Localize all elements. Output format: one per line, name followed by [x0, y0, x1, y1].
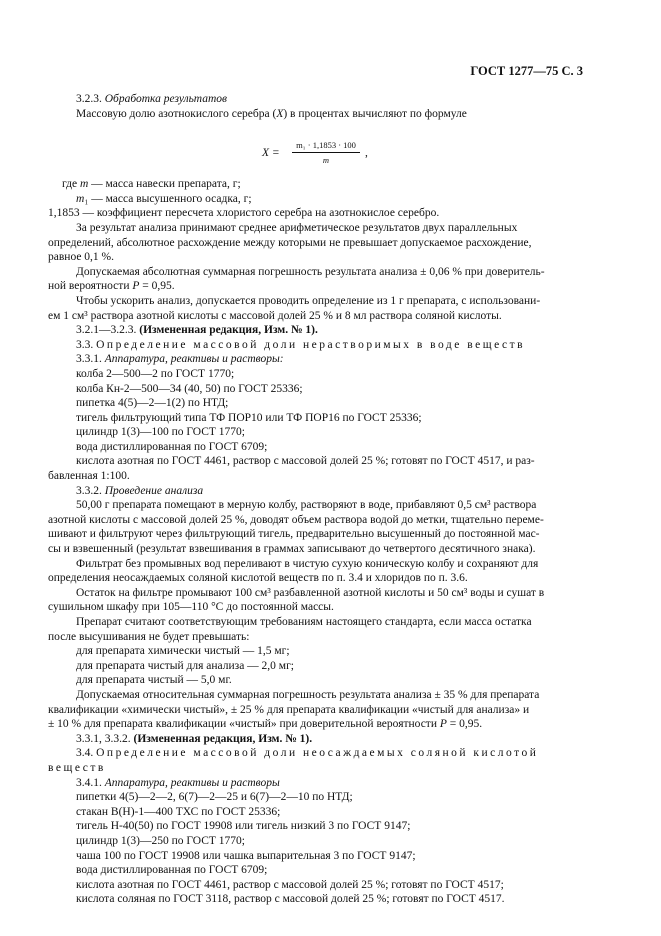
- text-segment: = 0,95.: [446, 718, 483, 731]
- text-segment: сушильном шкафу при 105—110 °С до постоянной массы.: [48, 601, 334, 614]
- text-line: [48, 878, 598, 893]
- text-line: [48, 600, 598, 615]
- text-line: [48, 469, 598, 484]
- formula-denominator: m: [322, 155, 330, 165]
- text-line: [48, 425, 598, 440]
- text-segment: бавленная 1:100.: [48, 470, 130, 483]
- page-header: ГОСТ 1277—75 С. 3: [470, 64, 583, 78]
- text-line: [48, 177, 598, 192]
- text-line: [48, 484, 598, 499]
- formula-numerator: m₁ · 1,1853 · 100: [292, 140, 360, 153]
- text-line: [48, 107, 598, 122]
- text-line: [48, 440, 598, 455]
- text-segment: для препарата химически чистый — 1,5 мг;: [76, 645, 290, 658]
- text-line: [48, 761, 598, 776]
- text-segment: P: [439, 718, 447, 731]
- text-segment: после высушивания не будет превышать:: [48, 630, 250, 643]
- text-segment: сы и взвешенный (результат взвешивания в граммах записывают до четвертого десятичного знака).: [48, 543, 536, 556]
- text-segment: для препарата чистый — 5,0 мг.: [76, 674, 232, 687]
- text-segment: вода дистиллированная по ГОСТ 6709;: [76, 864, 268, 877]
- text-line: [48, 92, 598, 107]
- text-line: [48, 221, 598, 236]
- text-line: [48, 659, 598, 674]
- text-line: [48, 250, 598, 265]
- text-line: [48, 279, 598, 294]
- text-segment: для препарата чистый для анализа — 2,0 мг;: [76, 659, 294, 672]
- text-segment: Обработка результатов: [104, 93, 227, 105]
- text-segment: (Измененная редакция, Изм. № 1).: [139, 324, 318, 337]
- text-segment: веществ: [48, 761, 106, 774]
- text-line: [48, 849, 598, 864]
- text-segment: Определение массовой доли неосаждаемых соляной кислотой: [96, 747, 539, 760]
- text-segment: 3.3.1.: [76, 353, 105, 366]
- text-segment: Допускаемая относительная суммарная погрешность результата анализа ± 35 % для препарата: [76, 688, 540, 701]
- text-line: [48, 323, 598, 338]
- text-segment: 1,1853 — коэффициент пересчета хлористого серебра на азотнокислое серебро.: [48, 207, 440, 220]
- text-segment: квалификации «химически чистый», ± 25 % для препарата квалификации «чистый для анализа» и: [48, 703, 530, 716]
- text-line: [48, 338, 598, 353]
- text-line: [48, 527, 598, 542]
- text-line: [48, 206, 598, 221]
- text-segment: Допускаемая абсолютная суммарная погрешность результата анализа ± 0,06 % при доверитель-: [76, 265, 545, 278]
- text-segment: (Измененная редакция, Изм. № 1).: [133, 732, 313, 745]
- text-line: [48, 557, 598, 572]
- text-segment: За результат анализа принимают среднее арифметическое результатов двух параллельных: [76, 221, 518, 234]
- text-line: [48, 294, 598, 309]
- text-line: [48, 454, 598, 469]
- text-line: [48, 717, 598, 732]
- text-line: [48, 790, 598, 805]
- text-line: [48, 732, 598, 747]
- text-segment: = 0,95.: [139, 280, 175, 293]
- text-segment: где: [62, 178, 80, 191]
- text-segment: P: [132, 280, 140, 293]
- text-line: [48, 703, 598, 718]
- text-segment: цилиндр 1(3)—100 по ГОСТ 1770;: [76, 426, 245, 439]
- text-line: [48, 309, 598, 324]
- text-line: [48, 819, 598, 834]
- text-segment: кислота соляная по ГОСТ 3118, раствор с массовой долей 25 %; готовят по ГОСТ 4517.: [76, 893, 505, 906]
- text-segment: стакан В(Н)-1—400 ТХС по ГОСТ 25336;: [76, 805, 281, 818]
- text-segment: Чтобы ускорить анализ, допускается проводить определение из 1 г препарата, с использовани-: [76, 294, 541, 307]
- text-segment: ем 1 см³ раствора азотной кислоты с массовой долей 25 % и 8 мл раствора соляной кислоты.: [48, 309, 502, 322]
- text-line: [48, 776, 598, 791]
- text-segment: 3.4.1.: [76, 776, 105, 789]
- text-segment: кислота азотная по ГОСТ 4461, раствор с массовой долей 25 %; готовят по ГОСТ 4517, и раз-: [76, 455, 535, 468]
- text-segment: азотной кислоты с массовой долей 25 %, доводят объем раствора водой до метки, тщательно переме-: [48, 513, 544, 526]
- text-segment: 3.2.3.: [76, 93, 105, 105]
- text-line: [48, 615, 598, 630]
- text-segment: пипетки 4(5)—2—2, 6(7)—2—25 и 6(7)—2—10 по НТД;: [76, 791, 353, 804]
- text-segment: Фильтрат без промывных вод переливают в чистую сухую коническую колбу и сохраняют для: [76, 557, 539, 570]
- text-segment: тигель фильтрующий типа ТФ ПОР10 или ТФ ПОР16 по ГОСТ 25336;: [76, 411, 422, 424]
- text-segment: 50,00 г препарата помещают в мерную колбу, растворяют в воде, прибавляют 0,5 см³ раствора: [76, 499, 537, 512]
- text-line: [48, 498, 598, 513]
- text-segment: шивают и фильтруют через фильтрующий тигель, предварительно высушенный до постоянной мас-: [48, 528, 540, 541]
- text-line: [48, 382, 598, 397]
- formula-lhs: X =: [262, 147, 280, 159]
- text-line: [48, 892, 598, 907]
- text-line: [48, 586, 598, 601]
- text-segment: 3.3.1, 3.3.2.: [76, 732, 134, 745]
- text-line: [48, 265, 598, 280]
- text-segment: тигель Н-40(50) по ГОСТ 19908 или тигель низкий 3 по ГОСТ 9147;: [76, 820, 411, 833]
- text-segment: определения неосаждаемых соляной кислотой веществ по п. 3.4 и хлоридов по п. 3.6.: [48, 572, 468, 585]
- text-segment: колба 2—500—2 по ГОСТ 1770;: [76, 367, 235, 380]
- text-segment: Остаток на фильтре промывают 100 см³ разбавленной азотной кислоты и 50 см³ воды и сушат в: [76, 586, 545, 599]
- text-segment: равное 0,1 %.: [48, 251, 115, 264]
- text-segment: ) в процентах вычисляют по формуле: [283, 107, 467, 120]
- text-segment: пипетка 4(5)—2—1(2) по НТД;: [76, 397, 229, 410]
- text-segment: 3.3.: [76, 338, 97, 351]
- text-segment: ной вероятности: [48, 280, 133, 293]
- text-line: [48, 805, 598, 820]
- text-segment: m: [79, 178, 89, 191]
- text-segment: — масса навески препарата, г;: [88, 178, 241, 191]
- text-segment: чаша 100 по ГОСТ 19908 или чашка выпарительная 3 по ГОСТ 9147;: [76, 849, 416, 862]
- text-segment: X: [276, 107, 284, 120]
- text-segment: Массовую долю азотнокислого серебра (: [76, 107, 277, 120]
- text-line: [48, 352, 598, 367]
- text-line: [48, 236, 598, 251]
- text-line: [48, 513, 598, 528]
- text-segment: 3.2.1—3.2.3.: [76, 324, 140, 337]
- text-line: [48, 644, 598, 659]
- text-line: [48, 571, 598, 586]
- formula-comma: ,: [365, 147, 368, 159]
- text-segment: m: [76, 192, 85, 205]
- text-line: [48, 630, 598, 645]
- text-segment: цилиндр 1(3)—250 по ГОСТ 1770;: [76, 834, 245, 847]
- body-text: [48, 92, 598, 907]
- text-line: [48, 367, 598, 382]
- text-line: [48, 834, 598, 849]
- text-line: [48, 746, 598, 761]
- text-line: [48, 121, 598, 177]
- text-line: [48, 542, 598, 557]
- text-line: [48, 673, 598, 688]
- text-line: [48, 396, 598, 411]
- text-segment: кислота азотная по ГОСТ 4461, раствор с массовой долей 25 %; готовят по ГОСТ 4517;: [76, 878, 504, 891]
- text-segment: 3.3.2.: [76, 484, 105, 497]
- text-segment: Препарат считают соответствующим требованиям настоящего стандарта, если масса остатка: [76, 616, 532, 628]
- text-segment: определений, абсолютное расхождение между которыми не превышает допускаемое расхождение,: [48, 236, 532, 249]
- text-line: [48, 411, 598, 426]
- text-line: [48, 688, 598, 703]
- text-segment: Проведение анализа: [104, 484, 204, 497]
- text-line: [48, 863, 598, 878]
- text-segment: Аппаратура, реактивы и растворы:: [104, 353, 284, 366]
- text-segment: ± 10 % для препарата квалификации «чистый» при доверительной вероятности: [48, 718, 440, 731]
- text-segment: Аппаратура, реактивы и растворы: [104, 776, 280, 789]
- text-line: [48, 192, 598, 207]
- text-segment: 3.4.: [76, 747, 97, 760]
- text-segment: колба Кн-2—500—34 (40, 50) по ГОСТ 25336;: [76, 382, 303, 395]
- text-segment: ₁ — масса высушенного осадка, г;: [84, 192, 252, 205]
- text-segment: вода дистиллированная по ГОСТ 6709;: [76, 440, 268, 453]
- text-segment: Определение массовой доли нерастворимых в воде веществ: [96, 338, 526, 351]
